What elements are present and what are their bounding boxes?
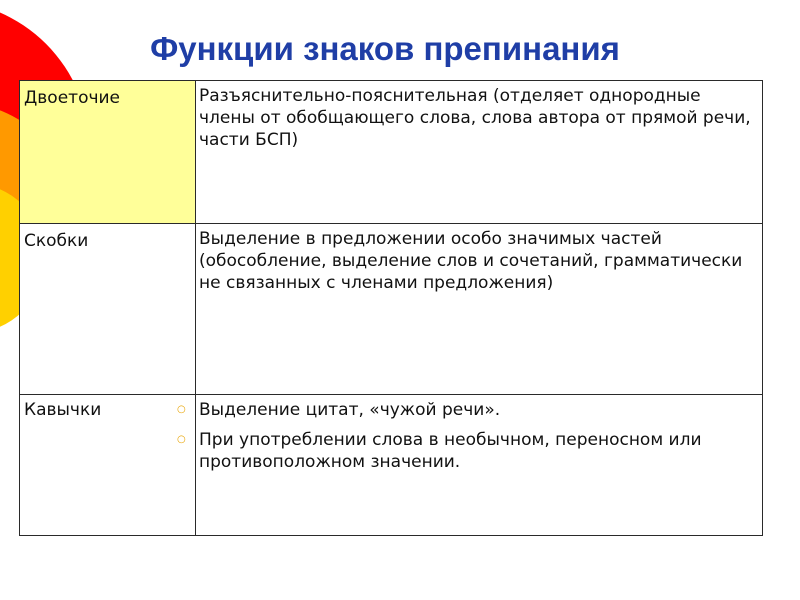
term-cell: Кавычки [20,395,196,536]
circle-bullet-icon: ○ [177,404,186,415]
term-cell: Скобки [20,224,196,395]
description-cell [177,395,763,536]
punctuation-functions-table [19,80,763,536]
description-cell: Разъяснительно-пояснительная (отделяет однородные члены от обобщающего слова, слова автора от прямой речи, части БСП) [196,81,763,224]
page-title: Функции знаков препинания [150,30,620,67]
term-cell: Двоеточие [20,81,196,224]
table-row [20,81,763,224]
list-item-text: Выделение цитат, «чужой речи». [199,400,501,420]
table-row [20,224,763,395]
description-cell: Выделение в предложении особо значимых частей (обособление, выделение слов и сочетаний, грамматически не связанных с членами предложения) [196,224,763,395]
circle-bullet-icon: ○ [177,434,186,445]
table-row [20,395,763,536]
list-item [177,399,756,421]
list-item [177,429,756,473]
list-item-text: При употреблении слова в необычном, переносном или противоположном значении. [199,430,702,472]
bullet-list [177,399,756,473]
